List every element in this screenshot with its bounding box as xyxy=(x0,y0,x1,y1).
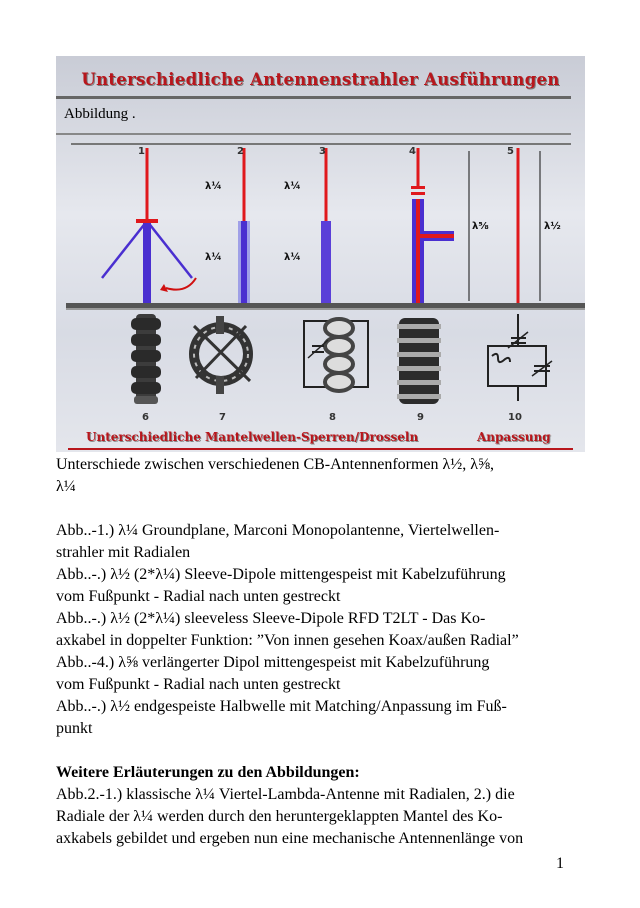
figure-caption: Abbildung . xyxy=(64,106,136,122)
abb-4-line-1: Abb..-4.) λ⅝ verlängerter Dipol mittengespeist mit Kabelzuführung xyxy=(56,654,490,671)
intro-line-2: λ¼ xyxy=(56,478,76,495)
section-line-2: Radiale der λ¼ werden durch den heruntergeklappten Mantel des Ko- xyxy=(56,808,503,825)
choke-8-coil-trap xyxy=(304,319,368,391)
abb-1-line-2: strahler mit Radialen xyxy=(56,544,191,561)
antenna-4-stub-inner xyxy=(420,234,454,238)
bottom-rule xyxy=(68,448,573,450)
antenna-1-radial-left xyxy=(102,221,147,278)
abb-3-line-2: axkabel in doppelter Funktion: ”Von innen gesehen Koax/außen Radial” xyxy=(56,632,519,649)
figure-drawing xyxy=(56,56,585,452)
abb-2-line-1: Abb..-.) λ½ (2*λ¼) Sleeve-Dipole mittengespeist mit Kabelzuführung xyxy=(56,566,506,583)
choke-6-ferrite-stack xyxy=(131,314,161,404)
antenna-1-radial-right xyxy=(147,221,192,278)
choke-number-10: 10 xyxy=(508,412,522,423)
antenna-1-feed xyxy=(136,219,158,223)
antenna-4-cap-2 xyxy=(411,192,425,195)
section-heading: Weitere Erläuterungen zu den Abbildungen: xyxy=(56,764,360,781)
ground-plane-shadow xyxy=(66,308,585,310)
abb-5-line-2: punkt xyxy=(56,720,93,737)
antenna-3-coax xyxy=(321,221,331,303)
choke-number-8: 8 xyxy=(329,412,336,423)
choke-9-coiled-coax xyxy=(397,318,441,404)
choke-number-7: 7 xyxy=(219,412,226,423)
figure-bottom-caption-right: Anpassung xyxy=(477,430,551,444)
antenna-3 xyxy=(321,148,331,303)
abb-4-line-2: vom Fußpunkt - Radial nach unten gestreckt xyxy=(56,676,341,693)
frame-top-line xyxy=(71,143,571,145)
choke-7-toroid xyxy=(194,316,250,394)
choke-number-6: 6 xyxy=(142,412,149,423)
antenna-2 xyxy=(238,148,250,303)
choke-number-9: 9 xyxy=(417,412,424,423)
lambda-label-a3-bottom: λ¼ xyxy=(284,252,301,263)
lambda-label-a2-top: λ¼ xyxy=(205,181,222,192)
abb-3-line-1: Abb..-.) λ½ (2*λ¼) sleeveless Sleeve-Dipole RFD T2LT - Das Ko- xyxy=(56,610,486,627)
antenna-1-coax xyxy=(143,220,151,304)
section-line-1: Abb.2.-1.) klassische λ¼ Viertel-Lambda-Antenne mit Radialen, 2.) die xyxy=(56,786,515,803)
lambda-label-a1: λ¼ xyxy=(205,252,222,263)
lambda-label-1-2: λ½ xyxy=(544,221,561,232)
abb-2-line-2: vom Fußpunkt - Radial nach unten gestreckt xyxy=(56,588,341,605)
figure-title: Unterschiedliche Antennenstrahler Ausführungen xyxy=(81,70,560,89)
antenna-2-coax xyxy=(241,221,247,303)
abb-5-line-1: Abb..-.) λ½ endgespeiste Halbwelle mit Matching/Anpassung im Fuß- xyxy=(56,698,507,715)
antenna-number-5: 5 xyxy=(507,146,514,157)
intro-line-1: Unterschiede zwischen verschiedenen CB-Antennenformen λ½, λ⅝, xyxy=(56,456,495,473)
antenna-number-1: 1 xyxy=(138,146,145,157)
ground-plane xyxy=(66,303,585,308)
antenna-number-4: 4 xyxy=(409,146,416,157)
antenna-1 xyxy=(102,148,196,304)
page-number: 1 xyxy=(556,855,564,872)
antenna-number-2: 2 xyxy=(237,146,244,157)
title-bar-bottom xyxy=(56,133,571,135)
lambda-label-5-8: λ⅝ xyxy=(472,221,489,232)
lambda-label-a3-top: λ¼ xyxy=(284,181,301,192)
antenna-number-3: 3 xyxy=(319,146,326,157)
antenna-4-cap-1 xyxy=(411,186,425,189)
antenna-4 xyxy=(411,148,454,303)
section-line-3: axkabels gebildet und ergeben nun eine mechanische Antennenlänge von xyxy=(56,830,524,847)
title-bar-top xyxy=(56,96,571,99)
figure-bottom-caption-left: Unterschiedliche Mantelwellen-Sperren/Drosseln xyxy=(86,430,419,444)
antenna-4-inner xyxy=(416,199,420,303)
abb-1-line-1: Abb..-1.) λ¼ Groundplane, Marconi Monopolantenne, Viertelwellen- xyxy=(56,522,500,539)
matching-10-network xyxy=(488,314,552,401)
antenna-figure xyxy=(56,56,585,452)
antenna-1-fold-arrow xyxy=(166,278,196,290)
